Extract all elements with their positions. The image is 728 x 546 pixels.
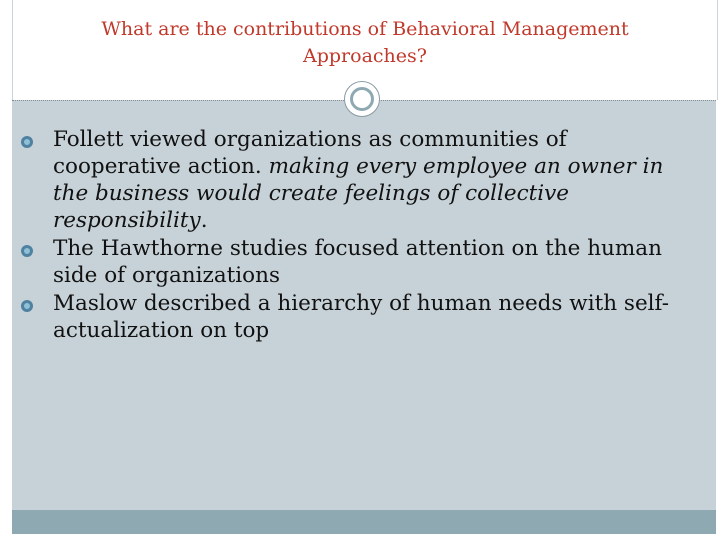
bottom-margin — [0, 534, 728, 546]
bullet-dot-icon — [21, 136, 33, 148]
bullet-text-italic: making every employee an owner in the business would create feelings of collective responsibility — [53, 154, 664, 233]
bullet-text: The Hawthorne studies focused attention on the human side of organizations — [53, 236, 662, 288]
bullet-item-follett — [20, 126, 700, 234]
slide-title: What are the contributions of Behavioral Management Approaches? — [101, 18, 629, 67]
ring-icon — [344, 81, 380, 117]
footer-bar — [12, 510, 716, 534]
bullet-item-maslow — [20, 290, 700, 344]
bullet-dot-icon — [21, 245, 33, 257]
bullet-item-hawthorne — [20, 235, 700, 289]
ring-inner — [350, 87, 374, 111]
bullet-text-end: . — [200, 208, 208, 233]
bullet-list — [20, 126, 700, 345]
bullet-dot-icon — [21, 300, 33, 312]
bullet-text: Maslow described a hierarchy of human needs with self-actualization on top — [53, 291, 669, 343]
bullet-text: Follett viewed organizations as communities of cooperative action. — [53, 127, 567, 179]
